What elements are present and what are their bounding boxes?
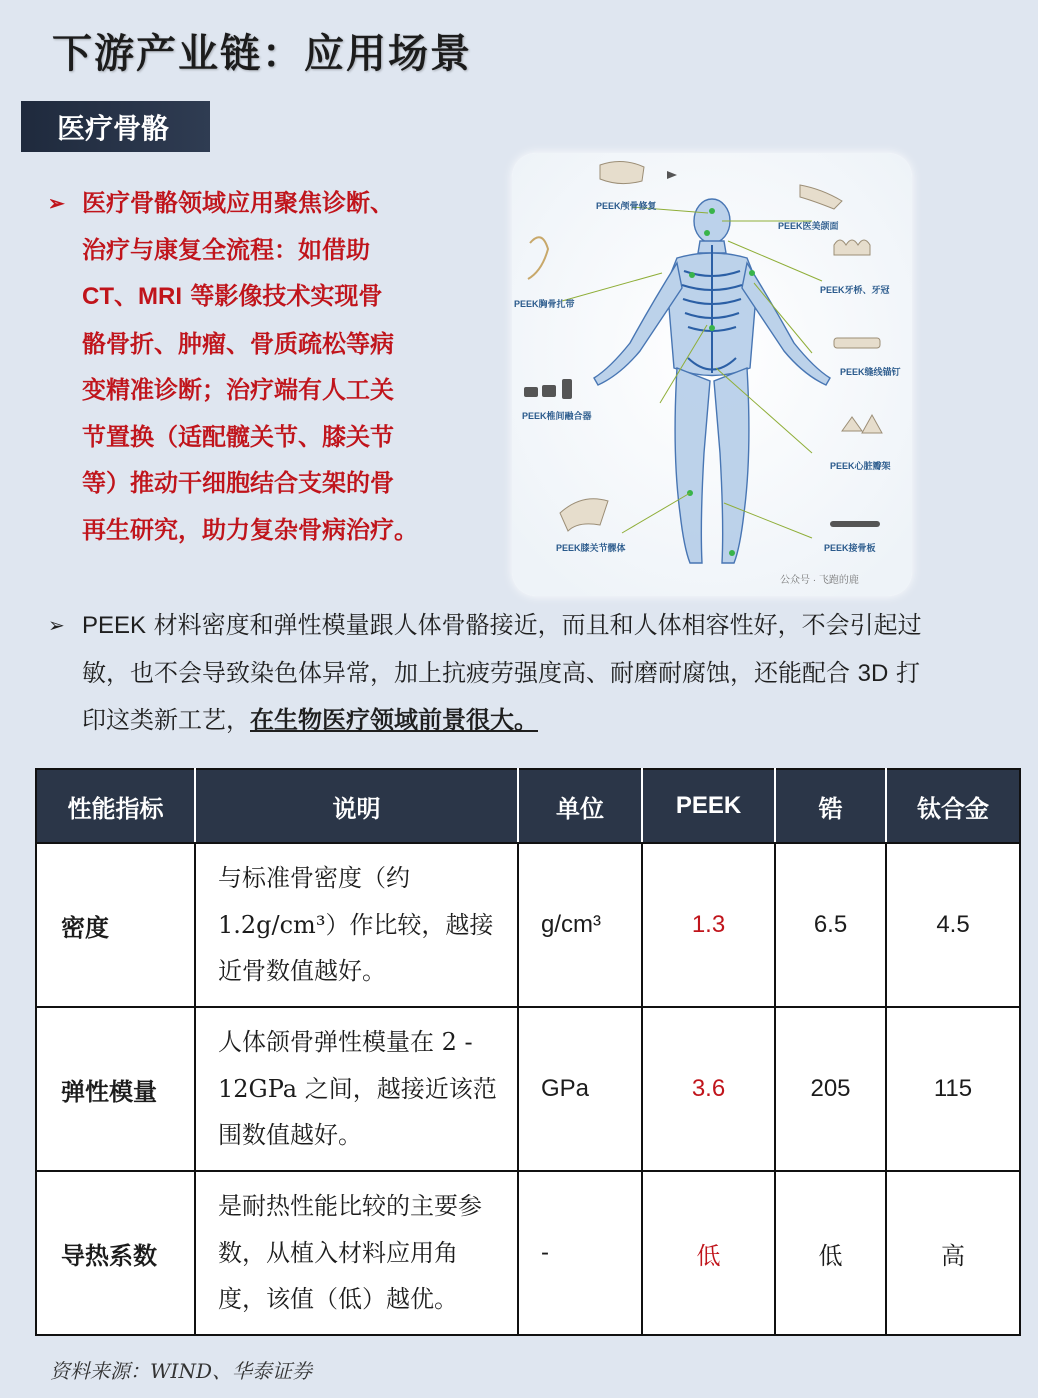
cell-unit: GPa [518, 1007, 642, 1171]
label-screw: PEEK缝线锚钉 [840, 367, 901, 377]
bullet1-text: 等影像技术实现骨 [181, 281, 383, 310]
label-spine: PEEK椎间融合器 [522, 411, 592, 421]
cell-unit: g/cm³ [518, 843, 642, 1007]
bullet1-line: 治疗与康复全流程：如借助 [82, 234, 370, 264]
bullet2-line [82, 650, 998, 698]
header-description: 说明 [195, 769, 518, 843]
table-row [36, 843, 1020, 1007]
bullet-arrow-icon: ➢ [48, 613, 65, 637]
bullet2-latin: 3D [857, 659, 889, 687]
cell-titanium-value: 高 [886, 1171, 1020, 1335]
label-heart: PEEK心脏瓣架 [830, 461, 891, 471]
cell-titanium-value: 115 [886, 1007, 1020, 1171]
bullet2-text: 打 [888, 658, 920, 687]
cell-description: 人体颌骨弹性模量在 2 - 12GPa 之间，越接近该范围数值越好。 [195, 1007, 518, 1171]
cell-metric-name: 弹性模量 [36, 1007, 195, 1171]
table-row [36, 1171, 1020, 1335]
bullet-peek-advantages [48, 602, 998, 744]
cell-zirconium-value: 6.5 [775, 843, 886, 1007]
label-teeth: PEEK牙桥、牙冠 [820, 285, 890, 295]
bullet2-line [82, 602, 998, 650]
source-note: 资料来源：WIND、华泰证券 [50, 1359, 312, 1383]
bullet1-latin: CT、MRI [82, 283, 182, 310]
bullet1-line: 等）推动干细胞结合支架的骨 [82, 468, 394, 497]
bullet1-line: 再生研究，助力复杂骨病治疗。 [82, 514, 418, 544]
label-face: PEEK医美颌面 [778, 221, 839, 231]
cell-metric-name: 密度 [36, 843, 195, 1007]
label-plate: PEEK接骨板 [824, 543, 876, 553]
cell-description: 与标准骨密度（约 1.2g/cm³）作比较，越接近骨数值越好。 [195, 843, 518, 1007]
table-header-row [36, 769, 1020, 843]
label-skull: PEEK颅骨修复 [596, 201, 657, 211]
header-peek: PEEK [642, 769, 775, 843]
cell-titanium-value: 4.5 [886, 843, 1020, 1007]
label-knee: PEEK膝关节髁体 [556, 543, 626, 553]
bullet2-text: 敏，也不会导致染色体异常，加上抗疲劳强度高、耐磨耐腐蚀，还能配合 [82, 658, 858, 687]
bullet1-line: 骼骨折、肿瘤、骨质疏松等病 [82, 328, 394, 358]
bullet2-line [82, 697, 998, 744]
bullet1-line: 变精准诊断；治疗端有人工关 [82, 375, 394, 404]
label-rib: PEEK胸骨扎带 [514, 299, 575, 309]
watermark: 公众号 · 飞跑的鹿 [780, 575, 859, 586]
table-row [36, 1007, 1020, 1171]
bullet2-emphasis: 在生物医疗领域前景很大。 [250, 705, 538, 734]
bullet1-line: 医疗骨骼领域应用聚焦诊断、 [82, 188, 394, 217]
bullet2-text: 印这类新工艺， [82, 706, 250, 734]
bullet1-line: 节置换（适配髋关节、膝关节 [82, 421, 394, 451]
cell-unit: - [518, 1171, 642, 1335]
cell-description: 是耐热性能比较的主要参数，从植入材料应用角度，该值（低）越优。 [195, 1171, 518, 1335]
bullet2-text: 材料密度和弹性模量跟人体骨骼接近，而且和人体相容性好，不会引起过 [146, 611, 922, 639]
cell-zirconium-value: 低 [775, 1171, 886, 1335]
bullet-medical-overview [48, 180, 448, 553]
cell-peek-value: 低 [642, 1171, 775, 1335]
cell-metric-name: 导热系数 [36, 1171, 195, 1335]
bullet2-latin: PEEK [82, 612, 147, 639]
material-properties-table [35, 768, 1021, 1336]
peek-body-diagram [512, 153, 912, 596]
page-title: 下游产业链：应用场景 [52, 30, 472, 77]
header-titanium: 钛合金 [886, 769, 1020, 843]
cell-zirconium-value: 205 [775, 1007, 886, 1171]
section-tag: 医疗骨骼 [21, 101, 210, 152]
header-metric: 性能指标 [36, 769, 195, 843]
bullet1-line [82, 273, 448, 321]
cell-peek-value: 3.6 [642, 1007, 775, 1171]
header-zirconium: 锆 [775, 769, 886, 843]
header-unit: 单位 [518, 769, 642, 843]
cell-peek-value: 1.3 [642, 843, 775, 1007]
bullet-arrow-icon: ➢ [48, 191, 65, 215]
